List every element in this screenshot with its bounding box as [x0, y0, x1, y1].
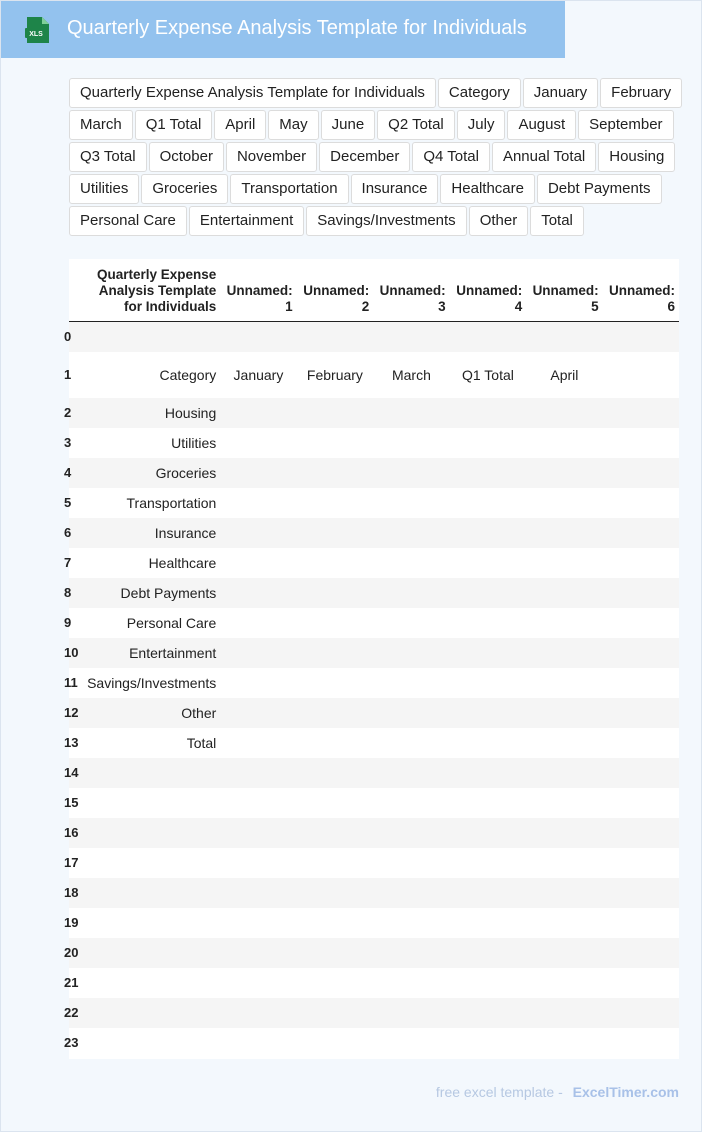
- table-cell: [603, 698, 679, 728]
- table-cell: Savings/Investments: [78, 668, 220, 698]
- table-row: [69, 968, 679, 998]
- table-cell: [297, 698, 374, 728]
- table-cell: [603, 938, 679, 968]
- table-cell: [373, 578, 449, 608]
- table-cell: [526, 998, 602, 1028]
- table-cell: [603, 398, 679, 428]
- table-cell: [603, 638, 679, 668]
- table-cell: [297, 728, 374, 758]
- tag-item[interactable]: Q2 Total: [377, 110, 455, 140]
- row-index-label: 14: [64, 765, 79, 780]
- table-cell: [526, 728, 602, 758]
- row-index-label: 8: [64, 585, 72, 600]
- table-cell: [373, 398, 449, 428]
- table-cell: Other: [78, 698, 220, 728]
- table-cell: [526, 638, 602, 668]
- table-cell: [220, 968, 296, 998]
- table-cell: Personal Care: [78, 608, 220, 638]
- table-cell: [526, 1028, 602, 1058]
- table-cell: Category: [78, 352, 220, 398]
- table-row: [69, 638, 679, 668]
- table-cell: Total: [78, 728, 220, 758]
- table-cell: [220, 458, 296, 488]
- svg-text:XLS: XLS: [29, 31, 43, 38]
- row-index-label: 16: [64, 825, 79, 840]
- table-cell: [220, 578, 296, 608]
- table-cell: [526, 758, 602, 788]
- column-header: Unnamed: 5: [526, 259, 602, 322]
- index-header: [69, 259, 78, 322]
- table-row: [69, 548, 679, 578]
- table-cell: [603, 818, 679, 848]
- row-index-label: 23: [64, 1035, 79, 1050]
- table-cell: Entertainment: [78, 638, 220, 668]
- table-cell: [450, 428, 527, 458]
- table-cell: [450, 668, 527, 698]
- table-row: [69, 818, 679, 848]
- table-cell: [526, 788, 602, 818]
- table-cell: [450, 458, 527, 488]
- table-cell: [373, 878, 449, 908]
- row-index: [64, 908, 79, 938]
- table-cell: [220, 1028, 296, 1058]
- table-cell: [450, 848, 527, 878]
- footer: [436, 1084, 679, 1100]
- footer-brand-link[interactable]: ExcelTimer.com: [572, 1084, 679, 1100]
- tag-item[interactable]: March: [69, 110, 133, 140]
- table-cell: February: [297, 352, 374, 398]
- table-cell: [450, 518, 527, 548]
- table-cell: [373, 938, 449, 968]
- tag-item[interactable]: October: [149, 142, 224, 172]
- table-header-row: [69, 259, 679, 322]
- tag-item[interactable]: Savings/Investments: [306, 206, 466, 236]
- table-cell: [220, 848, 296, 878]
- table-cell: [373, 458, 449, 488]
- row-index-label: 18: [64, 885, 79, 900]
- row-index-label: 15: [64, 795, 79, 810]
- table-cell: [603, 518, 679, 548]
- table-cell: [450, 788, 527, 818]
- table-cell: [297, 818, 374, 848]
- row-index: [64, 758, 79, 788]
- table-cell: [450, 998, 527, 1028]
- table-cell: [450, 698, 527, 728]
- row-index: [64, 848, 79, 878]
- row-index-label: 22: [64, 1005, 79, 1020]
- row-index: [64, 398, 78, 428]
- row-index: [64, 968, 79, 998]
- table-cell: [297, 398, 374, 428]
- table-cell: [373, 758, 449, 788]
- table-cell: [297, 1028, 374, 1058]
- row-index: [64, 1028, 79, 1058]
- table-cell: [526, 458, 602, 488]
- row-index: [64, 938, 79, 968]
- table-cell: [450, 968, 527, 998]
- table-cell: [297, 788, 374, 818]
- table-row: [69, 878, 679, 908]
- table-cell: [220, 428, 296, 458]
- table-row: [69, 488, 679, 518]
- tag-item[interactable]: July: [457, 110, 506, 140]
- table-cell: [78, 818, 220, 848]
- table-cell: Housing: [78, 398, 220, 428]
- row-index: [64, 322, 78, 352]
- table-cell: [526, 668, 602, 698]
- column-header: Unnamed: 2: [297, 259, 374, 322]
- table-cell: [603, 788, 679, 818]
- table-cell: [603, 758, 679, 788]
- table-cell: [373, 668, 449, 698]
- table-cell: [220, 758, 296, 788]
- table-cell: [373, 638, 449, 668]
- table-row: [69, 848, 679, 878]
- table-cell: [526, 428, 602, 458]
- table-cell: [526, 878, 602, 908]
- column-header: Unnamed: 1: [220, 259, 296, 322]
- table-row: [69, 788, 679, 818]
- table-cell: [78, 322, 220, 352]
- tag-item[interactable]: June: [321, 110, 376, 140]
- tag-item[interactable]: December: [319, 142, 410, 172]
- table-row: [69, 1028, 679, 1058]
- table-cell: [297, 458, 374, 488]
- table-cell: [603, 488, 679, 518]
- table-cell: [220, 668, 296, 698]
- table-cell: [603, 608, 679, 638]
- table-row: [69, 668, 679, 698]
- tag-item[interactable]: April: [214, 110, 266, 140]
- row-index: [64, 608, 78, 638]
- table-cell: Q1 Total: [450, 352, 527, 398]
- table-cell: Insurance: [78, 518, 220, 548]
- table-cell: [220, 938, 296, 968]
- row-index-label: 5: [64, 495, 72, 510]
- table-cell: [220, 638, 296, 668]
- tag-item[interactable]: Utilities: [69, 174, 139, 204]
- table-cell: [450, 908, 527, 938]
- table-cell: [450, 758, 527, 788]
- tag-item[interactable]: Q3 Total: [69, 142, 147, 172]
- table-cell: [526, 578, 602, 608]
- table-cell: [603, 908, 679, 938]
- tag-item[interactable]: Entertainment: [189, 206, 304, 236]
- table-cell: Healthcare: [78, 548, 220, 578]
- table-row: [69, 908, 679, 938]
- table-cell: [526, 698, 602, 728]
- table-row: [69, 518, 679, 548]
- table-cell: [297, 938, 374, 968]
- table-cell: [450, 398, 527, 428]
- row-index: [64, 548, 78, 578]
- table-cell: [526, 518, 602, 548]
- row-index: [64, 518, 78, 548]
- table-cell: [450, 548, 527, 578]
- tag-item[interactable]: Insurance: [351, 174, 439, 204]
- table-cell: [526, 818, 602, 848]
- table-row: [69, 428, 679, 458]
- table-cell: [373, 518, 449, 548]
- table-cell: [78, 788, 220, 818]
- table-cell: [220, 608, 296, 638]
- table-cell: [373, 788, 449, 818]
- table-cell: [220, 908, 296, 938]
- table-row: [69, 938, 679, 968]
- table-cell: [526, 938, 602, 968]
- row-index-label: 11: [64, 675, 78, 690]
- table-cell: [373, 488, 449, 518]
- table-cell: [373, 1028, 449, 1058]
- table-cell: [373, 848, 449, 878]
- table-cell: [373, 818, 449, 848]
- table-cell: [603, 968, 679, 998]
- tag-item[interactable]: Annual Total: [492, 142, 596, 172]
- table-cell: [526, 398, 602, 428]
- table-cell: [603, 668, 679, 698]
- table-row: [69, 398, 679, 428]
- row-index-label: 12: [64, 705, 79, 720]
- table-cell: [603, 848, 679, 878]
- table-row: [69, 608, 679, 638]
- table-cell: January: [220, 352, 296, 398]
- row-index-label: 17: [64, 855, 79, 870]
- tag-item[interactable]: Personal Care: [69, 206, 187, 236]
- table-cell: [373, 608, 449, 638]
- table-cell: [297, 758, 374, 788]
- table-cell: [297, 608, 374, 638]
- table-cell: [373, 548, 449, 578]
- table-cell: [78, 968, 220, 998]
- row-index-label: 3: [64, 435, 72, 450]
- table-cell: [603, 548, 679, 578]
- table-cell: [450, 578, 527, 608]
- table-cell: [297, 518, 374, 548]
- tag-item[interactable]: Q1 Total: [135, 110, 213, 140]
- table-cell: [450, 938, 527, 968]
- table-cell: Transportation: [78, 488, 220, 518]
- row-index-label: 19: [64, 915, 79, 930]
- table-cell: [526, 968, 602, 998]
- table-cell: [450, 1028, 527, 1058]
- table-cell: [373, 428, 449, 458]
- tag-item[interactable]: August: [507, 110, 576, 140]
- table-viewport[interactable]: [64, 259, 679, 1059]
- row-index-label: 1: [64, 367, 72, 382]
- row-index: [64, 698, 79, 728]
- tag-item[interactable]: Category: [438, 78, 521, 108]
- row-index-label: 4: [64, 465, 72, 480]
- row-index: [64, 352, 78, 398]
- tag-item[interactable]: Total: [530, 206, 584, 236]
- tag-item[interactable]: Q4 Total: [412, 142, 490, 172]
- table-cell: [297, 908, 374, 938]
- xls-file-icon: [23, 15, 51, 45]
- table-cell: [373, 908, 449, 938]
- row-index: [64, 878, 79, 908]
- row-index: [64, 488, 78, 518]
- row-index: [64, 818, 79, 848]
- tag-item[interactable]: Other: [469, 206, 529, 236]
- column-header: Unnamed: 4: [450, 259, 527, 322]
- tag-list: [69, 78, 683, 236]
- tag-item[interactable]: January: [523, 78, 598, 108]
- table-cell: [297, 998, 374, 1028]
- table-cell: [220, 788, 296, 818]
- row-index-label: 6: [64, 525, 72, 540]
- row-index: [64, 638, 79, 668]
- row-index-label: 10: [64, 645, 79, 660]
- table-row: [69, 352, 679, 398]
- table-cell: [526, 488, 602, 518]
- tag-item[interactable]: Debt Payments: [537, 174, 662, 204]
- table-cell: [297, 668, 374, 698]
- table-row: [69, 728, 679, 758]
- table-cell: Groceries: [78, 458, 220, 488]
- table-cell: [220, 998, 296, 1028]
- table-cell: [297, 322, 374, 352]
- table-cell: [450, 818, 527, 848]
- table-cell: [220, 518, 296, 548]
- table-cell: [603, 1028, 679, 1058]
- row-index: [64, 728, 79, 758]
- table-cell: [603, 578, 679, 608]
- table-cell: [297, 968, 374, 998]
- table-cell: [78, 1028, 220, 1058]
- table-cell: [603, 322, 679, 352]
- table-row: [69, 998, 679, 1028]
- row-index-label: 7: [64, 555, 72, 570]
- row-index-label: 13: [64, 735, 79, 750]
- table-cell: [526, 608, 602, 638]
- table-cell: [78, 908, 220, 938]
- table-cell: [220, 488, 296, 518]
- tag-item[interactable]: Transportation: [230, 174, 348, 204]
- table-cell: [220, 322, 296, 352]
- row-index-label: 21: [64, 975, 79, 990]
- table-cell: [297, 638, 374, 668]
- table-cell: [603, 728, 679, 758]
- table-row: [69, 698, 679, 728]
- table-cell: [297, 548, 374, 578]
- row-index: [64, 428, 78, 458]
- table-cell: [373, 322, 449, 352]
- table-cell: [450, 608, 527, 638]
- table-cell: [603, 458, 679, 488]
- table-cell: [450, 878, 527, 908]
- table-cell: [220, 398, 296, 428]
- table-cell: [297, 878, 374, 908]
- table-cell: [603, 428, 679, 458]
- row-index-label: 9: [64, 615, 72, 630]
- table-cell: [78, 848, 220, 878]
- table-row: [69, 458, 679, 488]
- table-cell: March: [373, 352, 449, 398]
- table-cell: [220, 818, 296, 848]
- table-cell: [450, 488, 527, 518]
- table-cell: [78, 758, 220, 788]
- table-cell: [450, 728, 527, 758]
- table-cell: [373, 998, 449, 1028]
- tag-item[interactable]: September: [578, 110, 673, 140]
- table-cell: [297, 578, 374, 608]
- tag-item[interactable]: February: [600, 78, 682, 108]
- table-cell: [78, 938, 220, 968]
- table-cell: [526, 908, 602, 938]
- row-index-label: 20: [64, 945, 79, 960]
- table-row: [69, 578, 679, 608]
- data-table: [64, 259, 679, 1058]
- row-index: [64, 998, 79, 1028]
- table-cell: April: [526, 352, 602, 398]
- tag-item[interactable]: November: [226, 142, 317, 172]
- table-cell: [450, 322, 527, 352]
- table-row: [69, 758, 679, 788]
- table-cell: [220, 698, 296, 728]
- table-row: [69, 322, 679, 352]
- table-cell: [603, 352, 679, 398]
- tag-item[interactable]: Healthcare: [440, 174, 535, 204]
- row-index-label: 0: [64, 329, 72, 345]
- table-cell: Debt Payments: [78, 578, 220, 608]
- page-title: Quarterly Expense Analysis Template for Individuals: [67, 17, 527, 39]
- table-cell: [297, 428, 374, 458]
- row-index: [64, 578, 78, 608]
- table-cell: Utilities: [78, 428, 220, 458]
- title-bar: [1, 1, 565, 58]
- row-index-label: 2: [64, 405, 72, 420]
- table-cell: [220, 728, 296, 758]
- table-cell: [220, 878, 296, 908]
- column-header: Unnamed: 3: [373, 259, 449, 322]
- tag-item[interactable]: Quarterly Expense Analysis Template for Individuals: [69, 78, 436, 108]
- tag-item[interactable]: Housing: [598, 142, 675, 172]
- row-index: [64, 788, 79, 818]
- column-header: Unnamed: 6: [603, 259, 679, 322]
- table-cell: [373, 968, 449, 998]
- table-cell: [373, 728, 449, 758]
- table-cell: [526, 848, 602, 878]
- table-cell: [526, 322, 602, 352]
- table-cell: [297, 488, 374, 518]
- table-cell: [526, 548, 602, 578]
- tag-item[interactable]: Groceries: [141, 174, 228, 204]
- table-cell: [603, 878, 679, 908]
- footer-text: free excel template -: [435, 1084, 563, 1100]
- table-cell: [78, 878, 220, 908]
- table-cell: [603, 998, 679, 1028]
- table-cell: [450, 638, 527, 668]
- table-cell: [78, 998, 220, 1028]
- column-header: Quarterly Expense Analysis Template for Individuals: [78, 259, 220, 322]
- table-cell: [373, 698, 449, 728]
- table-cell: [297, 848, 374, 878]
- tag-item[interactable]: May: [268, 110, 318, 140]
- row-index: [64, 458, 78, 488]
- row-index: [64, 668, 78, 698]
- table-cell: [220, 548, 296, 578]
